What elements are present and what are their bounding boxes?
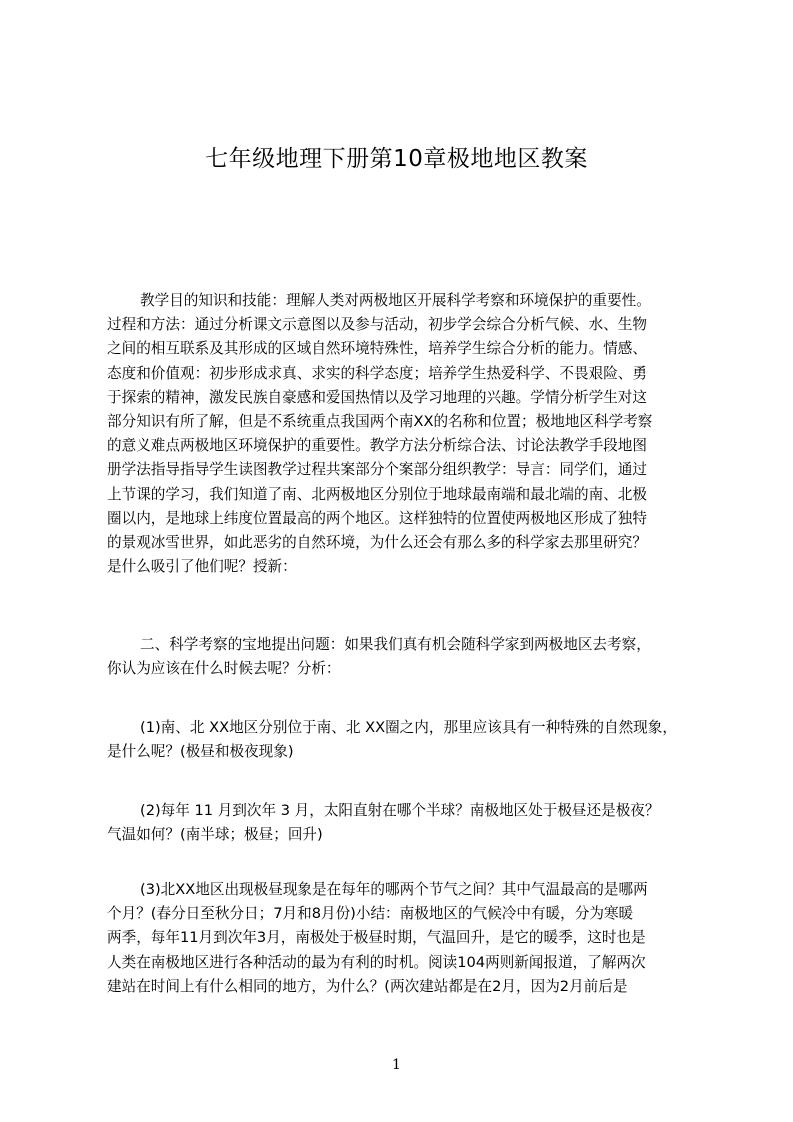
text-line: 两季，每年11月到次年3月，南极处于极昼时期，气温回升，是它的暖季，这时也是 <box>107 929 646 947</box>
text-line: 气温如何？(南半球；极昼；回升) <box>107 826 323 844</box>
text-line: (1)南、北 XX地区分别位于南、北 XX圈之内，那里应该具有一种特殊的自然现象， <box>140 719 677 736</box>
text-line: 建站在时间上有什么相同的地方，为什么？(两次建站都是在2月，因为2月前后是 <box>107 977 628 995</box>
text-line: 的意义难点两极地区环境保护的重要性。教学方法分析综合法、讨论法教学手段地图 <box>107 437 647 455</box>
text-line: 人类在南极地区进行各种活动的最为有利的时机。阅读104两则新闻报道，了解两次 <box>107 953 646 971</box>
text-line: 于探索的精神，激发民族自豪感和爱国热情以及学习地理的兴趣。学情分析学生对这 <box>107 388 647 406</box>
text-line: 是什么吸引了他们呢？授新： <box>107 558 297 576</box>
text-line: 二、科学考察的宝地提出问题：如果我们真有机会随科学家到两极地区去考察， <box>140 636 651 653</box>
page-number: 1 <box>392 1057 401 1073</box>
paragraph-question-1 <box>107 716 693 764</box>
paragraph-question-3 <box>107 878 693 999</box>
paragraph-question-2 <box>107 799 693 847</box>
text-line: (3)北XX地区出现极昼现象是在每年的哪两个节气之间？其中气温最高的是哪两 <box>140 881 648 898</box>
text-line: 之间的相互联系及其形成的区域自然环境特殊性，培养学生综合分析的能力。情感、 <box>107 340 647 358</box>
text-line: 是什么呢？(极昼和极夜现象) <box>107 743 294 761</box>
text-line: 部分知识有所了解，但是不系统重点我国两个南XX的名称和位置；极地地区科学考察 <box>107 412 653 430</box>
paragraph-objectives <box>107 289 693 579</box>
text-line: 圈以内，是地球上纬度位置最高的两个地区。这样独特的位置使两极地区形成了独特 <box>107 509 647 527</box>
text-line: 册学法指导指导学生读图教学过程共案部分个案部分组织教学：导言：同学们，通过 <box>107 461 647 479</box>
text-line: 态度和价值观：初步形成求真、求实的科学态度；培养学生热爱科学、不畏艰险、勇 <box>107 364 647 382</box>
paragraph-section-two <box>107 633 693 681</box>
text-line: 过程和方法：通过分析课文示意图以及参与活动，初步学会综合分析气候、水、生物 <box>107 316 647 334</box>
text-line: 个月？(春分日至秋分日；7月和8月份)小结：南极地区的气候冷中有暖，分为寒暖 <box>107 905 634 923</box>
text-line: 你认为应该在什么时候去呢？分析： <box>107 660 341 678</box>
document-title: 七年级地理下册第10章极地地区教案 <box>205 146 588 172</box>
text-line: 上节课的学习，我们知道了南、北两极地区分别位于地球最南端和最北端的南、北极 <box>107 485 647 503</box>
text-line: (2)每年 11 月到次年 3 月，太阳直射在哪个半球？南极地区处于极昼还是极夜？ <box>140 802 660 819</box>
text-line: 教学目的知识和技能：理解人类对两极地区开展科学考察和环境保护的重要性。 <box>140 292 651 309</box>
text-line: 的景观冰雪世界，如此恶劣的自然环境，为什么还会有那么多的科学家去那里研究？ <box>107 533 647 551</box>
